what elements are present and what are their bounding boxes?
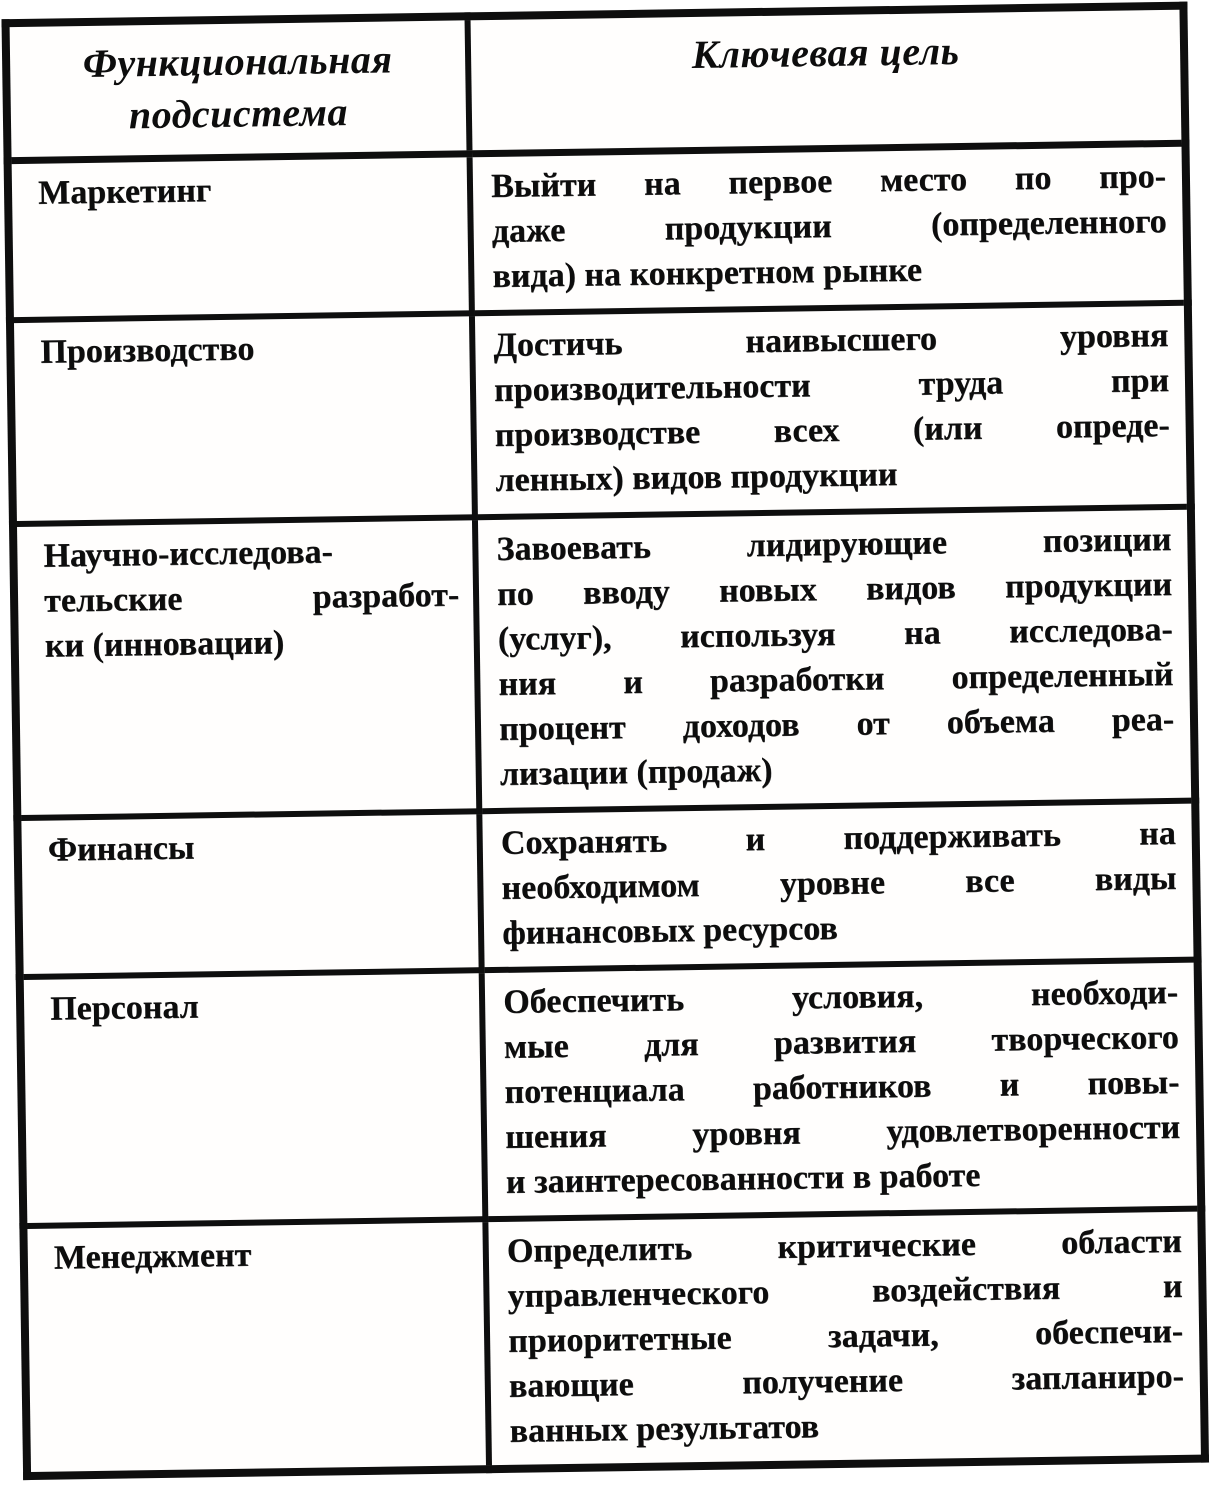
text-line: вающие получение запланиро-: [508, 1357, 1185, 1405]
text-line: производстве всех (или опреде-: [494, 406, 1170, 454]
goal-cell: [475, 507, 1195, 812]
column-header-goal: Ключевая цель: [468, 6, 1186, 154]
text-line: финансовых ресурсов: [501, 909, 838, 952]
key-goals-table: [1, 2, 1209, 1480]
text-line: и заинтересованности в работе: [505, 1156, 981, 1201]
goal-cell: [470, 143, 1188, 313]
subsystem-cell: [17, 811, 481, 977]
text-line: Определить критические области: [506, 1222, 1183, 1270]
table-row: [20, 960, 1202, 1226]
text-line: Маркетинг: [37, 172, 212, 212]
goal-cell: [472, 303, 1191, 518]
goal-cell: [485, 1209, 1205, 1470]
text-line: Менеджмент: [53, 1236, 252, 1277]
scanned-page: [0, 1, 1210, 1486]
text-line: по вводу новых видов продукции: [496, 565, 1173, 613]
table-row: [13, 507, 1195, 818]
text-line: необходимом уровне все виды: [501, 859, 1177, 907]
table-row: [23, 1209, 1205, 1476]
text-line: ленных) видов продукции: [495, 455, 898, 499]
text-line: ки (инновации): [44, 624, 285, 665]
column-header-subsystem: Функциональная подсистема: [6, 16, 470, 160]
text-line: управленческого воздействия и: [507, 1267, 1183, 1315]
text-line: Производство: [40, 330, 255, 371]
text-line: (услуг), используя на исследова-: [497, 610, 1173, 658]
text-line: Финансы: [47, 829, 195, 869]
goal-cell: [479, 801, 1197, 971]
text-line: Сохранять и поддерживать на: [500, 814, 1176, 862]
subsystem-cell: [10, 313, 475, 524]
text-line: Обеспечить условия, необходи-: [502, 973, 1179, 1021]
subsystem-cell: [13, 517, 479, 818]
text-line: мые для развития творческого: [503, 1018, 1179, 1066]
text-line: ния и разработки определенный: [498, 655, 1174, 703]
text-line: ванных результатов: [509, 1408, 820, 1450]
text-line: производительности труда при: [493, 361, 1170, 409]
goal-cell: [482, 960, 1202, 1220]
text-line: шения уровня удовлетворенности: [504, 1108, 1181, 1156]
text-line: тельские разработ-: [43, 576, 460, 620]
text-line: лизации (продаж): [499, 751, 773, 793]
text-line: приоритетные задачи, обеспечи-: [507, 1312, 1184, 1360]
table-body: [8, 143, 1205, 1476]
text-line: потенциала работников и повы-: [504, 1063, 1180, 1111]
table-row: [8, 143, 1188, 320]
table-row: [10, 303, 1191, 524]
header-row: [6, 6, 1186, 161]
table-header: [6, 6, 1186, 161]
text-line: процент доходов от объема реа-: [498, 700, 1175, 748]
subsystem-cell: [23, 1219, 489, 1476]
subsystem-cell: [8, 154, 472, 320]
table-row: [17, 801, 1197, 977]
text-line: Достичь наивысшего уровня: [493, 316, 1169, 364]
text-line: вида) на конкретном рынке: [492, 251, 923, 295]
subsystem-cell: [20, 970, 486, 1226]
text-line: Выйти на первое место по про-: [490, 157, 1167, 205]
text-line: Персонал: [49, 988, 199, 1028]
text-line: Завоевать лидирующие позиции: [496, 520, 1172, 568]
text-line: Научно-исследова-: [43, 533, 334, 575]
text-line: даже продукции (определенного: [491, 202, 1167, 250]
